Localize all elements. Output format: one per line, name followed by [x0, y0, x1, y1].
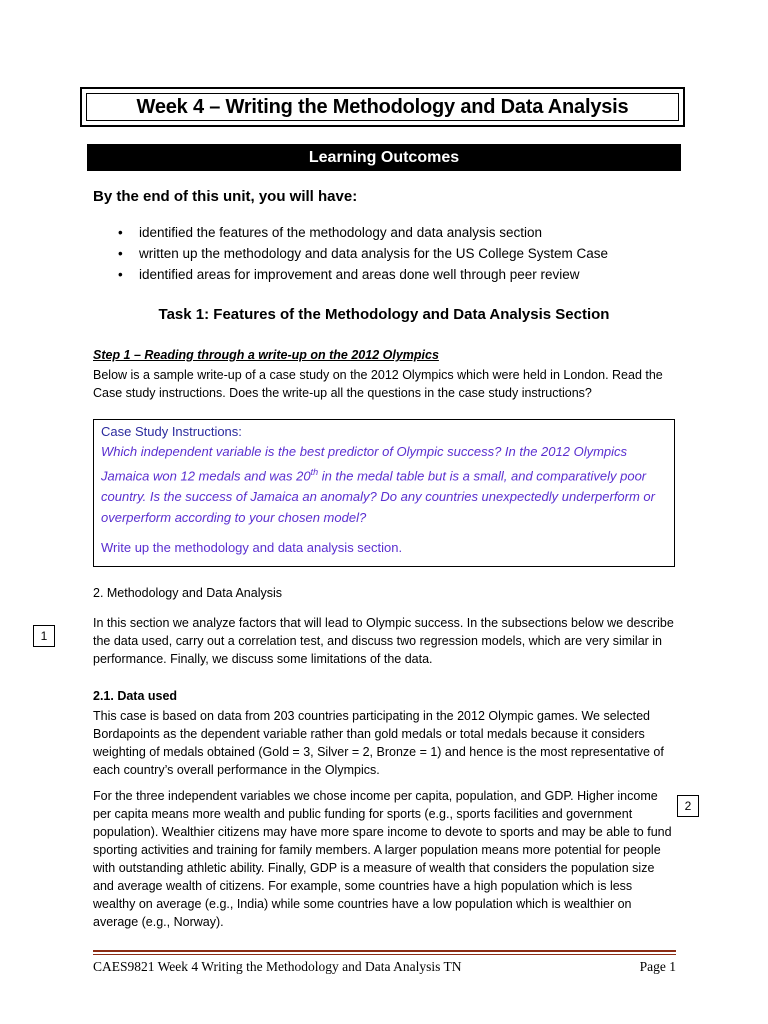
learning-outcomes-banner: Learning Outcomes: [87, 144, 681, 171]
section-intro: In this section we analyze factors that will lead to Olympic success. In the subsections below we describe the data used, carry out a correlation test, and discuss two regression models, which are very similar in performance. Finally, we discuss some limitations of the data.: [93, 616, 674, 666]
data-paragraph-2: For the three independent variables we chose income per capita, population, and GDP. Higher income per capita means more wealth and public funding for sports (e.g., sports facilities and government population). Wealthier citizens may have more spare income to devote to sports and may be able to fund sporting activities and training for family members. A larger population means more potential for people with outstanding athletic ability. Finally, GDP is a measure of wealth that considers the population size and average wealth of citizens. For example, some countries have a high population which is less wealthy on average (e.g., India) while some countries have a low population which is wealthier on average (e.g., Norway).: [93, 789, 672, 929]
margin-number-box: 2: [677, 795, 699, 817]
footer-rule: [93, 950, 676, 952]
bullet-icon: •: [118, 225, 123, 240]
footer-rule: [93, 954, 676, 955]
case-study-heading: Case Study Instructions:: [101, 424, 242, 439]
step-heading: Step 1 – Reading through a write-up on the 2012 Olympics: [93, 348, 439, 362]
bullet-icon: •: [118, 267, 123, 282]
intro-text: By the end of this unit, you will have:: [93, 188, 358, 205]
page-title: Week 4 – Writing the Methodology and Data Analysis: [86, 93, 679, 121]
bullet-icon: •: [118, 246, 123, 261]
list-item: • identified the features of the methodology and data analysis section: [118, 222, 608, 243]
section-heading: 2. Methodology and Data Analysis: [93, 586, 283, 600]
list-item: • written up the methodology and data analysis for the US College System Case: [118, 243, 608, 264]
footer-text: CAES9821 Week 4 Writing the Methodology and Data Analysis TN: [93, 959, 462, 974]
subsection-heading: 2.1. Data used: [93, 689, 178, 703]
step-text: Below is a sample write-up of a case study on the 2012 Olympics which were held in London. Read the Case study instructions. Does the write-up all the questions in the case study instructions?: [93, 368, 663, 400]
page-number: Page 1: [639, 959, 676, 974]
case-study-box: [93, 419, 675, 567]
list-item: • identified areas for improvement and areas done well through peer review: [118, 264, 608, 285]
margin-number-box: 1: [33, 625, 55, 647]
case-study-write-up: Write up the methodology and data analysis section.: [101, 540, 403, 556]
task-heading: Task 1: Features of the Methodology and Data Analysis Section: [158, 306, 610, 323]
title-box: [80, 87, 685, 127]
data-paragraph-1: This case is based on data from 203 countries participating in the 2012 Olympic games. We selected Bordapoints as the dependent variable rather than gold medals or total medals because it considers weighting of medals obtained (Gold = 3, Silver = 2, Bronze = 1) and hence is the most representative of each country’s overall performance in the Olympics.: [93, 709, 664, 777]
outcomes-list: [118, 222, 608, 285]
case-study-question: Which independent variable is the best predictor of Olympic success? In the 2012 Olympics Jamaica won 12 medals and was 20th in the medal table but is a small, and comparatively poor country. Is the success of Jamaica an anomaly? Do any countries unexpectedly underperform or overperform according to your chosen model?: [101, 444, 655, 526]
